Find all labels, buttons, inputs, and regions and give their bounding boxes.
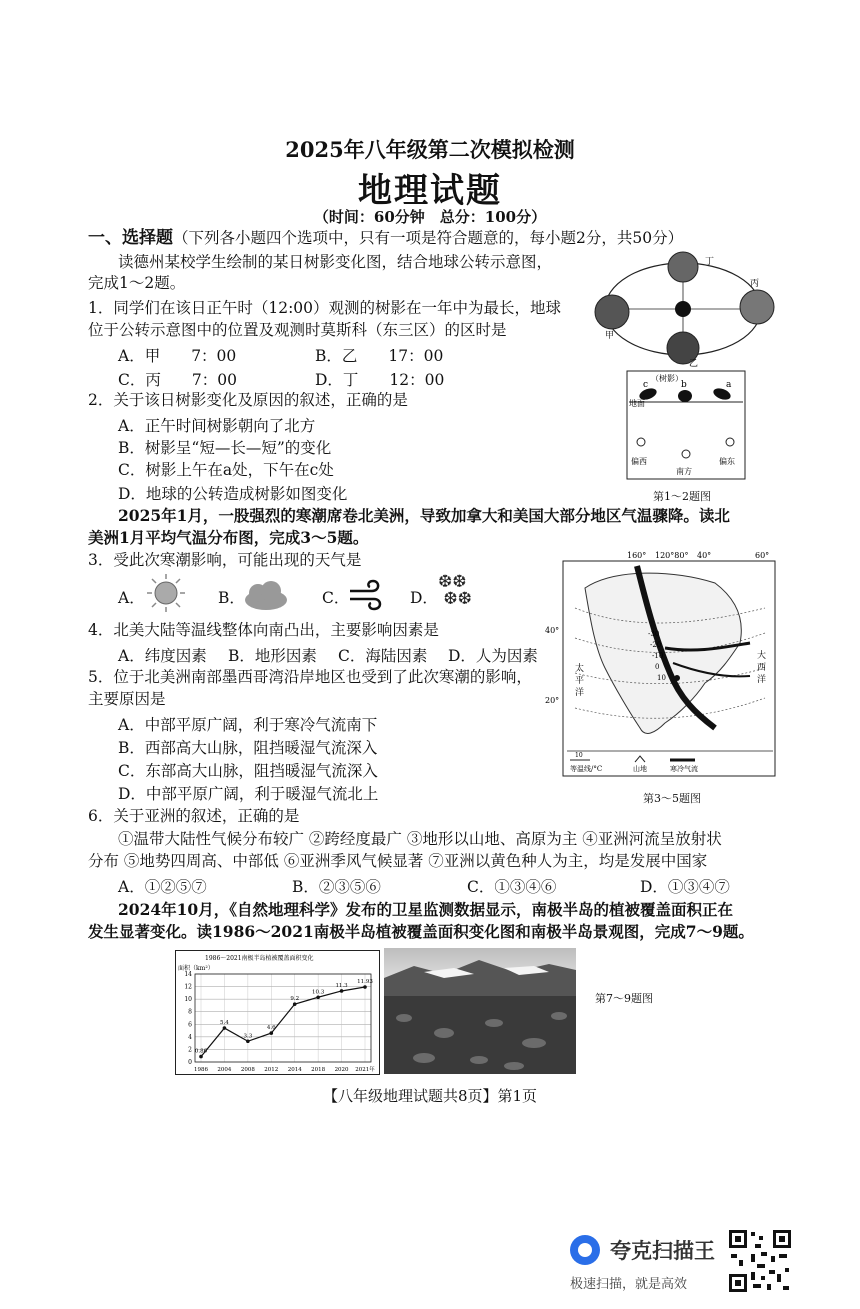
question-stem: 主要原因是 — [88, 690, 166, 708]
y-tick-label: 8 — [188, 1008, 192, 1016]
option-b: B．西部高大山脉，阻挡暖湿气流深入 — [118, 739, 378, 757]
y-tick-label: 14 — [184, 971, 192, 978]
data-point — [269, 1031, 273, 1035]
exam-meta: （时间：60分钟 总分：100分） — [313, 208, 547, 226]
brand-name: 夸克扫描王 — [610, 1239, 715, 1263]
brand-slogan: 极速扫描，就是高效 — [570, 1277, 688, 1292]
x-tick-label: 2008 — [240, 1067, 255, 1073]
y-tick-label: 10 — [184, 996, 192, 1004]
tree-shadow-diagram — [626, 370, 746, 480]
intro-text: 读德州某校学生绘制的某日树影变化图，结合地球公转示意图， — [118, 253, 553, 271]
option-d: D．地球的公转造成树影如图变化 — [118, 485, 348, 503]
figure-caption: 第1～2题图 — [653, 490, 711, 503]
data-label: 0.86 — [194, 1048, 208, 1055]
lat-label: 40° — [545, 626, 560, 635]
quark-logo-icon — [570, 1235, 600, 1265]
lon-label: 120°80° — [655, 551, 689, 560]
isotherm-label: 0 — [655, 663, 660, 671]
section-heading — [88, 228, 683, 249]
option-b: B． — [218, 589, 245, 607]
y-tick-label: 6 — [188, 1021, 192, 1029]
direction-label: 偏东 — [719, 457, 735, 466]
y-tick-label: 12 — [184, 983, 192, 991]
option-a: A．正午时间树影朝向了北方 — [118, 417, 316, 435]
option-d: D．①③④⑦ — [640, 878, 730, 896]
data-label: 11.3 — [335, 982, 348, 989]
lon-label: 40° — [697, 551, 712, 560]
data-point — [293, 1002, 297, 1006]
ocean-label: 洋 — [575, 688, 585, 698]
data-point — [223, 1026, 227, 1030]
isotherm-label: 10 — [657, 674, 666, 682]
orbit-label: 甲 — [605, 331, 615, 341]
option-a: A．甲 7：00 — [118, 347, 237, 365]
option-a: A．中部平原广阔，利于寒冷气流南下 — [118, 716, 378, 734]
orbit-label: 丁 — [705, 257, 715, 267]
data-point — [199, 1055, 203, 1059]
shadow-label-a: a — [726, 380, 732, 390]
section-instructions: （下列各小题四个选项中，只有一项是符合题意的，每小题2分，共50分） — [173, 229, 684, 247]
chart-ylabel: 面积（km²） — [178, 965, 214, 972]
data-label: 10.3 — [312, 989, 325, 996]
data-point — [340, 989, 344, 993]
chart-title: 1986～2021南极半岛植被覆盖面积变化 — [205, 955, 314, 962]
direction-label: 偏西 — [631, 457, 647, 466]
shadow-label-b: b — [681, 380, 687, 390]
question-stem: 3．受此次寒潮影响，可能出现的天气是 — [88, 551, 362, 569]
question-body: 分布 ⑤地势四周高、中部低 ⑥亚洲季风气候显著 ⑦亚洲以黄色种人为主，均是发展中国家 — [88, 852, 708, 870]
option-b: B．乙 17：00 — [315, 347, 444, 365]
option-a: A． — [118, 589, 145, 607]
option-b: B．②③⑤⑥ — [292, 878, 381, 896]
intro-text: 发生显著变化。读1986～2021南极半岛植被覆盖面积变化图和南极半岛景观图，完成7～9题。 — [88, 922, 754, 941]
x-tick-label: 2014 — [287, 1067, 302, 1073]
data-label: 4.6 — [266, 1025, 276, 1032]
isotherm-label: -10 — [652, 652, 664, 660]
option-b: B．地形因素 — [228, 647, 317, 665]
option-c: C．树影上午在a处，下午在c处 — [118, 461, 334, 479]
option-c: C．东部高大山脉，阻挡暖湿气流深入 — [118, 762, 378, 780]
data-label: 5.4 — [220, 1020, 229, 1027]
question-stem: 位于公转示意图中的位置及观测时莫斯科（东三区）的区时是 — [88, 321, 507, 339]
option-c: C．海陆因素 — [338, 647, 428, 665]
orbit-diagram — [585, 250, 785, 368]
data-label: 3.3 — [243, 1033, 253, 1040]
lat-label: 20° — [545, 696, 560, 705]
ocean-label: 洋 — [757, 675, 767, 685]
figure-caption: 第7～9题图 — [595, 992, 653, 1005]
data-point — [316, 995, 320, 999]
orbit-label: 丙 — [750, 279, 760, 289]
option-a: A．纬度因素 — [118, 647, 207, 665]
intro-text: 美洲1月平均气温分布图，完成3～5题。 — [88, 528, 369, 547]
legend-label: 等温线/°C — [570, 765, 603, 773]
isotherm-label: -20 — [650, 641, 662, 649]
data-point — [363, 985, 367, 989]
x-tick-label: 1986 — [194, 1067, 208, 1073]
subject-title: 地理试题 — [358, 171, 502, 211]
option-b: B．树影呈“短—长—短”的变化 — [118, 439, 332, 457]
orbit-label: 乙 — [689, 359, 699, 368]
option-d: D． — [410, 589, 438, 607]
question-stem: 4．北美大陆等温线整体向南凸出，主要影响因素是 — [88, 621, 439, 639]
y-tick-label: 0 — [188, 1059, 192, 1066]
exam-title: 2025年八年级第二次模拟检测 — [285, 137, 575, 162]
x-tick-label: 2020 — [334, 1067, 349, 1073]
x-tick-label: 2012 — [264, 1067, 279, 1073]
intro-text: 2024年10月，《自然地理科学》发布的卫星监测数据显示，南极半岛的植被覆盖面积正在 — [118, 900, 733, 919]
data-point — [246, 1039, 250, 1043]
isotherm-label: -30 — [648, 630, 660, 638]
question-body: ①温带大陆性气候分布较广 ②跨经度最广 ③地形以山地、高原为主 ④亚洲河流呈放射状 — [118, 830, 722, 848]
north-america-temperature-map — [545, 548, 780, 780]
question-stem: 2．关于该日树影变化及原因的叙述，正确的是 — [88, 391, 408, 409]
data-label: 9.2 — [290, 996, 300, 1003]
legend-label: 山地 — [633, 765, 647, 773]
option-c: C． — [322, 589, 350, 607]
page-footer: 【八年级地理试题共8页】第1页 — [322, 1087, 538, 1105]
question-stem: 6．关于亚洲的叙述，正确的是 — [88, 807, 300, 825]
cloudy-icon — [243, 580, 289, 612]
figure-caption: 第3～5题图 — [643, 792, 701, 805]
option-a: A．①②⑤⑦ — [118, 878, 207, 896]
lon-label: 160° — [627, 551, 647, 560]
question-stem: 1．同学们在该日正午时（12:00）观测的树影在一年中为最长，地球 — [88, 299, 562, 317]
option-d: D．人为因素 — [448, 647, 538, 665]
sunny-icon — [146, 573, 186, 613]
vegetation-area-chart — [175, 950, 380, 1075]
lon-label: 60° — [755, 551, 770, 560]
option-c: C．①③④⑥ — [467, 878, 557, 896]
option-c: C．丙 7：00 — [118, 371, 237, 389]
legend-sample: 10 — [575, 752, 583, 759]
option-d: D．丁 12：00 — [315, 371, 445, 389]
direction-label: 南方 — [676, 467, 692, 476]
x-tick-label: 2004 — [217, 1067, 232, 1073]
ocean-label: 大 — [757, 651, 767, 661]
x-tick-label: 2018 — [311, 1067, 326, 1073]
windy-icon — [346, 577, 386, 613]
snow-icon: ❆❆ ❆❆ — [438, 572, 472, 609]
intro-text: 2025年1月，一股强烈的寒潮席卷北美洲，导致加拿大和美国大部分地区气温骤降。读北 — [118, 506, 730, 525]
qr-code-icon — [727, 1228, 793, 1294]
ocean-label: 太 — [575, 664, 585, 674]
question-stem: 5．位于北美洲南部墨西哥湾沿岸地区也受到了此次寒潮的影响， — [88, 668, 532, 686]
ocean-label: 西 — [757, 663, 767, 673]
ocean-label: 平 — [575, 676, 585, 686]
x-tick-label: 2021年 — [355, 1067, 375, 1073]
y-tick-label: 2 — [188, 1046, 192, 1054]
y-tick-label: 4 — [188, 1033, 192, 1041]
legend-label: 寒冷气流 — [670, 765, 698, 773]
option-d: D．中部平原广阔，利于暖湿气流北上 — [118, 785, 379, 803]
data-label: 11.93 — [357, 979, 373, 986]
shadow-title: （树影） — [651, 374, 683, 383]
shadow-label-c: c — [643, 380, 649, 390]
antarctic-landscape-photo — [384, 948, 576, 1074]
ground-label: 地面 — [629, 399, 645, 408]
intro-text: 完成1～2题。 — [88, 274, 186, 292]
section-title: 一、选择题 — [88, 228, 173, 248]
